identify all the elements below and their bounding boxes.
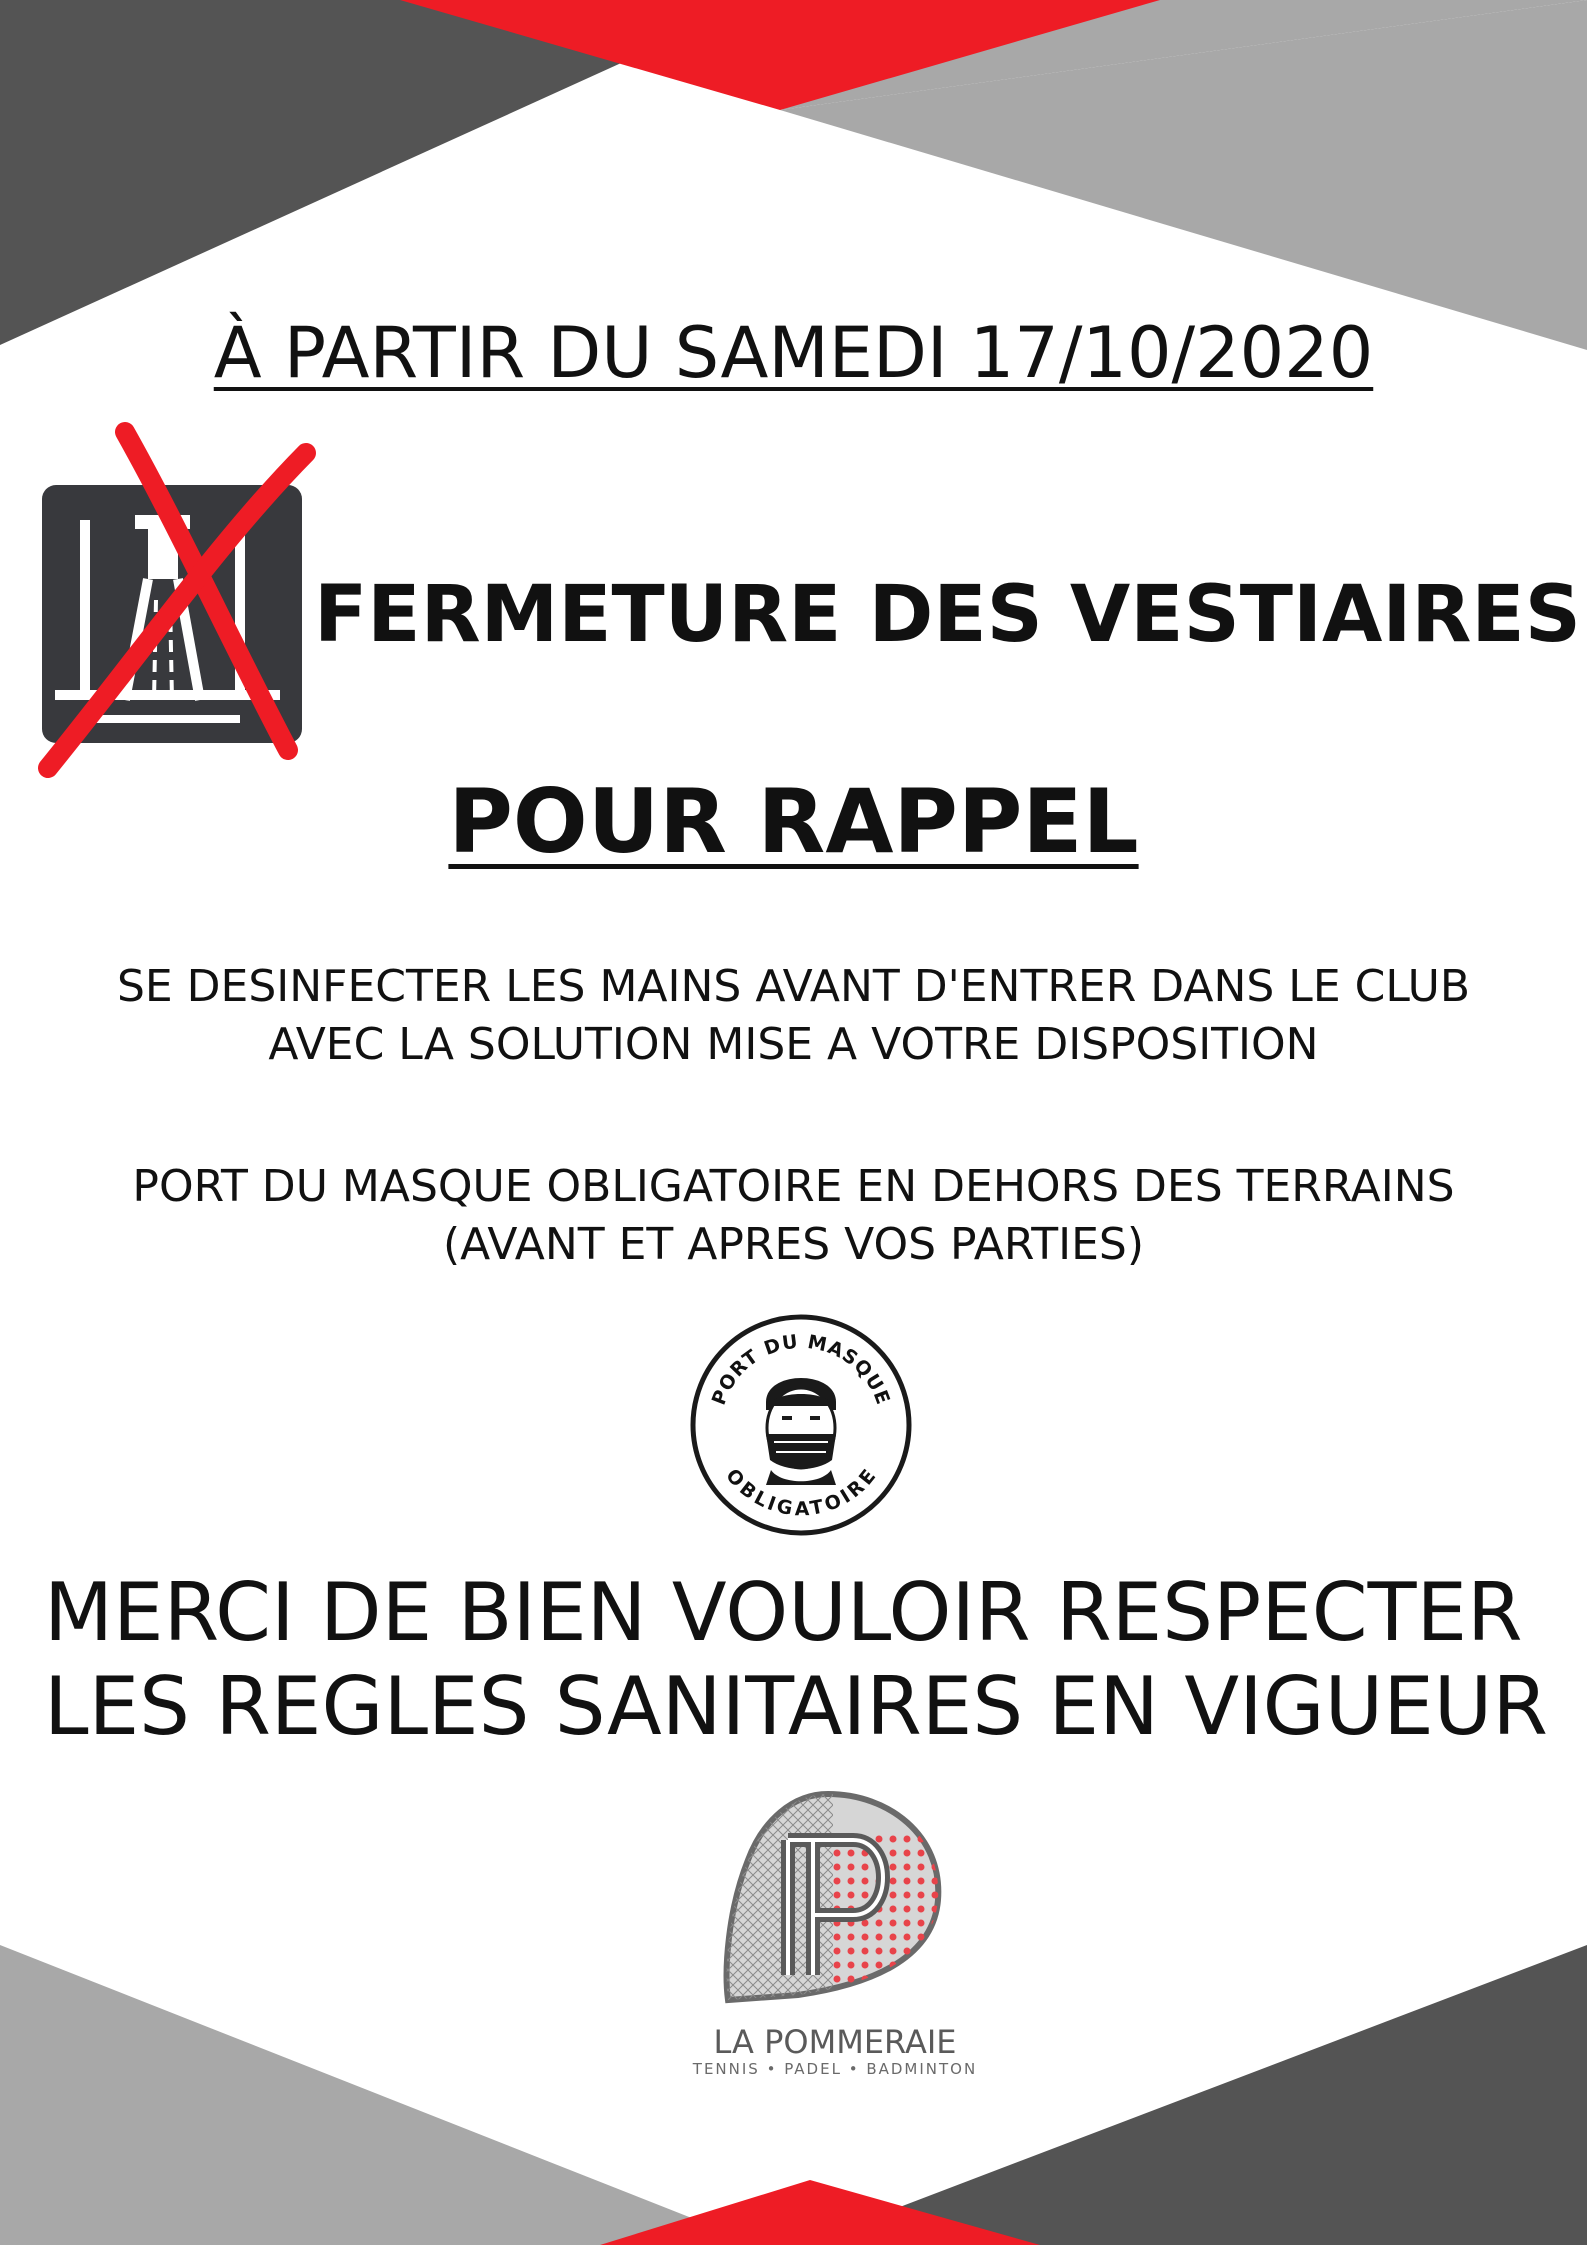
reminder-heading: POUR RAPPEL [448,770,1139,873]
rule-hand-sanitizer-line1: SE DESINFECTER LES MAINS AVANT D'ENTRER DANS LE CLUB [116,961,1471,1012]
club-name: LA POMMERAIE [713,2023,957,2061]
rule-hand-sanitizer-line2: AVEC LA SOLUTION MISE A VOTRE DISPOSITION [268,1019,1319,1070]
club-sports: TENNIS • PADEL • BADMINTON [692,2060,978,2078]
mask-badge [686,1310,916,1540]
rule-hand-sanitizer [0,958,1587,1074]
date-heading: À PARTIR DU SAMEDI 17/10/2020 [213,312,1374,394]
mask-badge-bottom-text: OBLIGATOIRE [721,1464,881,1521]
locker-room-closed-icon [30,420,320,790]
closure-text: FERMETURE DES VESTIAIRES [314,570,1581,660]
thanks-message [44,1566,1548,1754]
thanks-line2: LES REGLES SANITAIRES EN VIGUEUR [44,1660,1548,1753]
thanks-line1: MERCI DE BIEN VOULOIR RESPECTER [44,1566,1523,1659]
bottom-left-light-triangle [0,1945,760,2245]
rule-mask-line2: (AVANT ET APRES VOS PARTIES) [442,1219,1144,1270]
mask-badge-top-text: PORT DU MASQUE [707,1330,895,1409]
rule-mask-line1: PORT DU MASQUE OBLIGATOIRE EN DEHORS DES TERRAINS [132,1161,1455,1212]
rule-mask [0,1158,1587,1274]
club-logo [718,1790,948,2010]
